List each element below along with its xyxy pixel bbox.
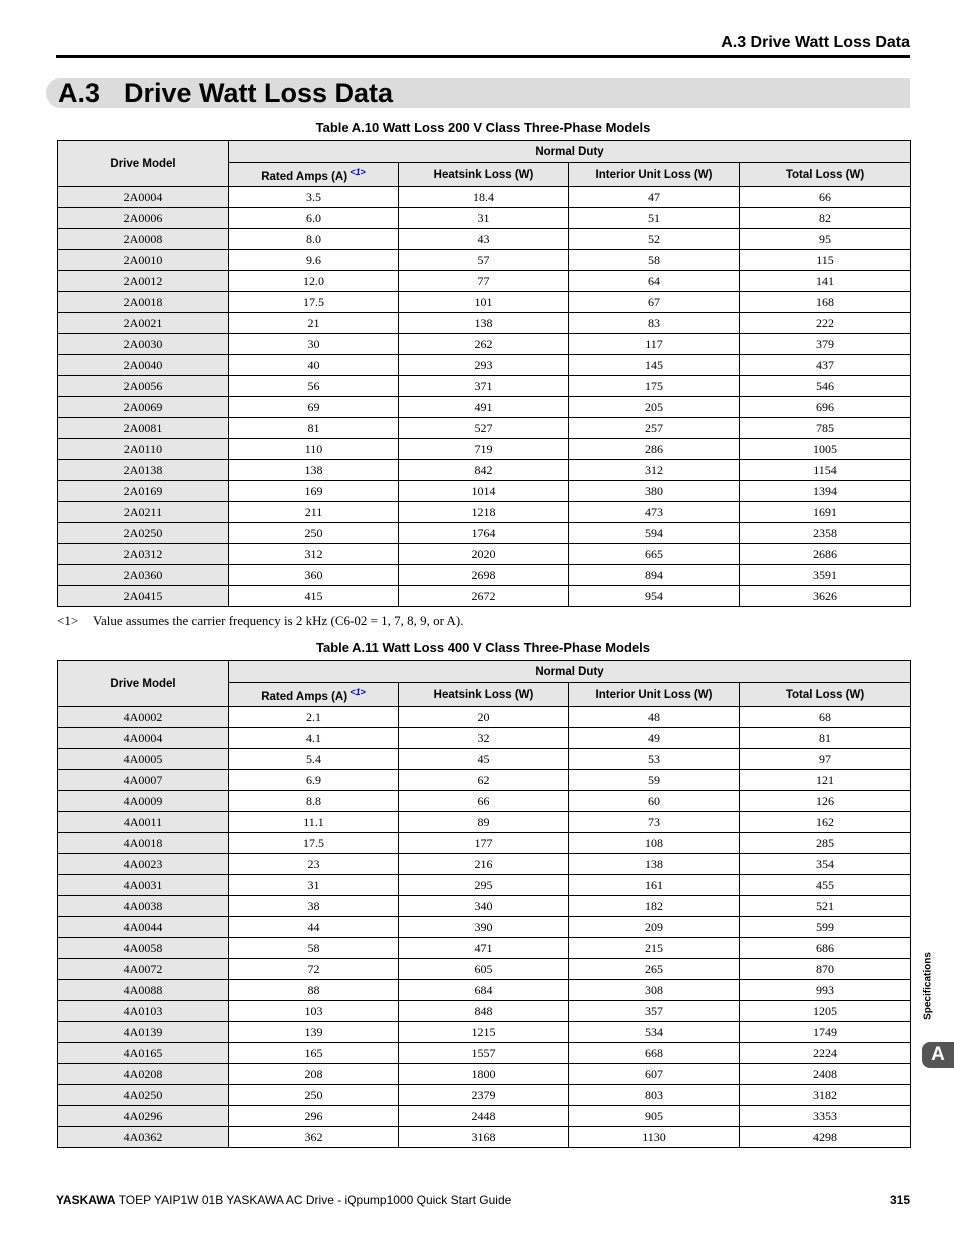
value-cell: 1800 — [399, 1064, 569, 1085]
value-cell: 668 — [569, 1043, 740, 1064]
value-cell: 803 — [569, 1085, 740, 1106]
col-heatsink-loss: Heatsink Loss (W) — [399, 163, 569, 187]
value-cell: 12.0 — [229, 271, 399, 292]
value-cell: 285 — [740, 833, 911, 854]
drive-model-cell: 2A0081 — [58, 418, 229, 439]
value-cell: 1764 — [399, 523, 569, 544]
value-cell: 1557 — [399, 1043, 569, 1064]
col-interior-loss: Interior Unit Loss (W) — [569, 163, 740, 187]
value-cell: 58 — [229, 938, 399, 959]
footnote — [57, 613, 464, 629]
value-cell: 53 — [569, 749, 740, 770]
drive-model-cell: 2A0069 — [58, 397, 229, 418]
drive-model-cell: 2A0008 — [58, 229, 229, 250]
value-cell: 842 — [399, 460, 569, 481]
table-row — [58, 728, 911, 749]
value-cell: 31 — [399, 208, 569, 229]
value-cell: 18.4 — [399, 187, 569, 208]
value-cell: 362 — [229, 1127, 399, 1148]
value-cell: 31 — [229, 875, 399, 896]
table-row — [58, 707, 911, 728]
value-cell: 5.4 — [229, 749, 399, 770]
value-cell: 993 — [740, 980, 911, 1001]
drive-model-cell: 2A0056 — [58, 376, 229, 397]
value-cell: 2020 — [399, 544, 569, 565]
drive-model-cell: 2A0138 — [58, 460, 229, 481]
value-cell: 165 — [229, 1043, 399, 1064]
value-cell: 3.5 — [229, 187, 399, 208]
value-cell: 473 — [569, 502, 740, 523]
table-row — [58, 1127, 911, 1148]
value-cell: 491 — [399, 397, 569, 418]
drive-model-cell: 4A0103 — [58, 1001, 229, 1022]
drive-model-cell: 4A0044 — [58, 917, 229, 938]
value-cell: 88 — [229, 980, 399, 1001]
value-cell: 95 — [740, 229, 911, 250]
table-400v-caption: Table A.11 Watt Loss 400 V Class Three-Phase Models — [315, 640, 651, 655]
value-cell: 222 — [740, 313, 911, 334]
value-cell: 9.6 — [229, 250, 399, 271]
value-cell: 357 — [569, 1001, 740, 1022]
value-cell: 97 — [740, 749, 911, 770]
drive-model-cell: 2A0250 — [58, 523, 229, 544]
value-cell: 250 — [229, 1085, 399, 1106]
value-cell: 81 — [740, 728, 911, 749]
value-cell: 103 — [229, 1001, 399, 1022]
drive-model-cell: 4A0208 — [58, 1064, 229, 1085]
value-cell: 115 — [740, 250, 911, 271]
drive-model-cell: 4A0165 — [58, 1043, 229, 1064]
value-cell: 58 — [569, 250, 740, 271]
value-cell: 175 — [569, 376, 740, 397]
value-cell: 415 — [229, 586, 399, 607]
value-cell: 1005 — [740, 439, 911, 460]
value-cell: 82 — [740, 208, 911, 229]
table-row — [58, 460, 911, 481]
value-cell: 182 — [569, 896, 740, 917]
table-row — [58, 791, 911, 812]
drive-model-cell: 4A0018 — [58, 833, 229, 854]
col-total-loss: Total Loss (W) — [740, 163, 911, 187]
value-cell: 138 — [399, 313, 569, 334]
value-cell: 2672 — [399, 586, 569, 607]
value-cell: 371 — [399, 376, 569, 397]
value-cell: 1691 — [740, 502, 911, 523]
table-row — [58, 875, 911, 896]
value-cell: 1218 — [399, 502, 569, 523]
value-cell: 1394 — [740, 481, 911, 502]
col-interior-loss: Interior Unit Loss (W) — [569, 683, 740, 707]
value-cell: 296 — [229, 1106, 399, 1127]
value-cell: 605 — [399, 959, 569, 980]
table-200v-caption: Table A.10 Watt Loss 200 V Class Three-Phase Models — [315, 120, 651, 135]
value-cell: 17.5 — [229, 292, 399, 313]
footer-brand: YASKAWA — [56, 1193, 116, 1207]
value-cell: 23 — [229, 854, 399, 875]
drive-model-cell: 2A0030 — [58, 334, 229, 355]
drive-model-cell: 4A0011 — [58, 812, 229, 833]
running-header: A.3 Drive Watt Loss Data — [56, 33, 910, 58]
drive-model-cell: 4A0023 — [58, 854, 229, 875]
drive-model-cell: 2A0211 — [58, 502, 229, 523]
value-cell: 209 — [569, 917, 740, 938]
value-cell: 594 — [569, 523, 740, 544]
value-cell: 49 — [569, 728, 740, 749]
value-cell: 216 — [399, 854, 569, 875]
value-cell: 162 — [740, 812, 911, 833]
value-cell: 696 — [740, 397, 911, 418]
table-row — [58, 896, 911, 917]
col-group-normal-duty: Normal Duty — [229, 661, 911, 683]
value-cell: 72 — [229, 959, 399, 980]
drive-model-cell: 2A0010 — [58, 250, 229, 271]
value-cell: 40 — [229, 355, 399, 376]
value-cell: 308 — [569, 980, 740, 1001]
value-cell: 390 — [399, 917, 569, 938]
value-cell: 954 — [569, 586, 740, 607]
value-cell: 68 — [740, 707, 911, 728]
page-footer — [56, 1191, 910, 1209]
value-cell: 177 — [399, 833, 569, 854]
table-row — [58, 917, 911, 938]
value-cell: 312 — [229, 544, 399, 565]
table-row — [58, 523, 911, 544]
drive-model-cell: 4A0362 — [58, 1127, 229, 1148]
value-cell: 1154 — [740, 460, 911, 481]
value-cell: 32 — [399, 728, 569, 749]
table-row — [58, 1106, 911, 1127]
value-cell: 2408 — [740, 1064, 911, 1085]
table-row — [58, 334, 911, 355]
col-rated-amps-label: Rated Amps (A) — [261, 690, 348, 703]
value-cell: 57 — [399, 250, 569, 271]
col-heatsink-loss: Heatsink Loss (W) — [399, 683, 569, 707]
value-cell: 205 — [569, 397, 740, 418]
drive-model-cell: 2A0110 — [58, 439, 229, 460]
value-cell: 380 — [569, 481, 740, 502]
table-400v-body — [58, 707, 911, 1148]
table-row — [58, 481, 911, 502]
footer-text: TOEP YAIP1W 01B YASKAWA AC Drive - iQpump1000 Quick Start Guide — [115, 1193, 512, 1207]
table-row — [58, 833, 911, 854]
value-cell: 30 — [229, 334, 399, 355]
value-cell: 21 — [229, 313, 399, 334]
value-cell: 534 — [569, 1022, 740, 1043]
drive-model-cell: 4A0088 — [58, 980, 229, 1001]
value-cell: 60 — [569, 791, 740, 812]
table-row — [58, 1022, 911, 1043]
drive-model-cell: 4A0031 — [58, 875, 229, 896]
value-cell: 145 — [569, 355, 740, 376]
value-cell: 894 — [569, 565, 740, 586]
value-cell: 169 — [229, 481, 399, 502]
value-cell: 684 — [399, 980, 569, 1001]
table-row — [58, 250, 911, 271]
value-cell: 527 — [399, 418, 569, 439]
value-cell: 546 — [740, 376, 911, 397]
drive-model-cell: 2A0004 — [58, 187, 229, 208]
table-row — [58, 544, 911, 565]
col-group-normal-duty: Normal Duty — [229, 141, 911, 163]
value-cell: 73 — [569, 812, 740, 833]
table-200v — [57, 140, 911, 607]
value-cell: 48 — [569, 707, 740, 728]
value-cell: 257 — [569, 418, 740, 439]
value-cell: 67 — [569, 292, 740, 313]
value-cell: 3182 — [740, 1085, 911, 1106]
table-row — [58, 313, 911, 334]
drive-model-cell: 4A0002 — [58, 707, 229, 728]
drive-model-cell: 4A0004 — [58, 728, 229, 749]
value-cell: 121 — [740, 770, 911, 791]
value-cell: 6.9 — [229, 770, 399, 791]
table-row — [58, 418, 911, 439]
side-section-label — [915, 946, 941, 1026]
value-cell: 11.1 — [229, 812, 399, 833]
side-section-label-text: Specifications — [922, 952, 934, 1020]
table-row — [58, 812, 911, 833]
table-row — [58, 355, 911, 376]
value-cell: 77 — [399, 271, 569, 292]
value-cell: 64 — [569, 271, 740, 292]
drive-model-cell: 4A0058 — [58, 938, 229, 959]
value-cell: 2224 — [740, 1043, 911, 1064]
value-cell: 2686 — [740, 544, 911, 565]
section-heading — [46, 78, 910, 108]
drive-model-cell: 2A0018 — [58, 292, 229, 313]
value-cell: 81 — [229, 418, 399, 439]
drive-model-cell: 2A0360 — [58, 565, 229, 586]
value-cell: 471 — [399, 938, 569, 959]
table-row — [58, 565, 911, 586]
value-cell: 59 — [569, 770, 740, 791]
appendix-tab[interactable]: A — [922, 1042, 954, 1068]
drive-model-cell: 4A0250 — [58, 1085, 229, 1106]
value-cell: 360 — [229, 565, 399, 586]
table-row — [58, 938, 911, 959]
value-cell: 47 — [569, 187, 740, 208]
value-cell: 379 — [740, 334, 911, 355]
col-drive-model: Drive Model — [58, 141, 229, 187]
drive-model-cell: 4A0005 — [58, 749, 229, 770]
value-cell: 211 — [229, 502, 399, 523]
drive-model-cell: 2A0006 — [58, 208, 229, 229]
value-cell: 161 — [569, 875, 740, 896]
table-row — [58, 229, 911, 250]
value-cell: 437 — [740, 355, 911, 376]
footnote-ref-link[interactable]: <1> — [350, 686, 366, 697]
value-cell: 215 — [569, 938, 740, 959]
footnote-tag: <1> — [57, 613, 79, 628]
value-cell: 1749 — [740, 1022, 911, 1043]
value-cell: 83 — [569, 313, 740, 334]
value-cell: 38 — [229, 896, 399, 917]
value-cell: 262 — [399, 334, 569, 355]
value-cell: 66 — [399, 791, 569, 812]
value-cell: 20 — [399, 707, 569, 728]
col-drive-model: Drive Model — [58, 661, 229, 707]
value-cell: 785 — [740, 418, 911, 439]
value-cell: 4298 — [740, 1127, 911, 1148]
value-cell: 607 — [569, 1064, 740, 1085]
col-rated-amps — [229, 683, 399, 707]
table-row — [58, 854, 911, 875]
value-cell: 4.1 — [229, 728, 399, 749]
value-cell: 62 — [399, 770, 569, 791]
value-cell: 45 — [399, 749, 569, 770]
value-cell: 52 — [569, 229, 740, 250]
value-cell: 2379 — [399, 1085, 569, 1106]
value-cell: 665 — [569, 544, 740, 565]
drive-model-cell: 4A0072 — [58, 959, 229, 980]
value-cell: 43 — [399, 229, 569, 250]
value-cell: 521 — [740, 896, 911, 917]
drive-model-cell: 4A0038 — [58, 896, 229, 917]
drive-model-cell: 2A0021 — [58, 313, 229, 334]
table-row — [58, 502, 911, 523]
footnote-text: Value assumes the carrier frequency is 2 kHz (C6-02 = 1, 7, 8, 9, or A). — [93, 613, 464, 628]
table-row — [58, 770, 911, 791]
value-cell: 848 — [399, 1001, 569, 1022]
value-cell: 44 — [229, 917, 399, 938]
table-row — [58, 1064, 911, 1085]
value-cell: 719 — [399, 439, 569, 460]
table-row — [58, 292, 911, 313]
section-title: Drive Watt Loss Data — [124, 78, 394, 108]
drive-model-cell: 2A0012 — [58, 271, 229, 292]
col-total-loss: Total Loss (W) — [740, 683, 911, 707]
value-cell: 6.0 — [229, 208, 399, 229]
table-row — [58, 980, 911, 1001]
value-cell: 2358 — [740, 523, 911, 544]
value-cell: 108 — [569, 833, 740, 854]
table-200v-body — [58, 187, 911, 607]
value-cell: 101 — [399, 292, 569, 313]
drive-model-cell: 4A0296 — [58, 1106, 229, 1127]
value-cell: 17.5 — [229, 833, 399, 854]
drive-model-cell: 2A0312 — [58, 544, 229, 565]
value-cell: 905 — [569, 1106, 740, 1127]
drive-model-cell: 4A0139 — [58, 1022, 229, 1043]
value-cell: 2448 — [399, 1106, 569, 1127]
value-cell: 66 — [740, 187, 911, 208]
value-cell: 168 — [740, 292, 911, 313]
value-cell: 3591 — [740, 565, 911, 586]
value-cell: 286 — [569, 439, 740, 460]
value-cell: 138 — [569, 854, 740, 875]
value-cell: 1014 — [399, 481, 569, 502]
value-cell: 3168 — [399, 1127, 569, 1148]
value-cell: 117 — [569, 334, 740, 355]
drive-model-cell: 4A0007 — [58, 770, 229, 791]
value-cell: 89 — [399, 812, 569, 833]
value-cell: 8.0 — [229, 229, 399, 250]
value-cell: 2698 — [399, 565, 569, 586]
value-cell: 138 — [229, 460, 399, 481]
drive-model-cell: 2A0169 — [58, 481, 229, 502]
drive-model-cell: 4A0009 — [58, 791, 229, 812]
value-cell: 599 — [740, 917, 911, 938]
value-cell: 312 — [569, 460, 740, 481]
value-cell: 141 — [740, 271, 911, 292]
drive-model-cell: 2A0415 — [58, 586, 229, 607]
col-rated-amps-label: Rated Amps (A) — [261, 170, 348, 183]
value-cell: 3353 — [740, 1106, 911, 1127]
value-cell: 69 — [229, 397, 399, 418]
value-cell: 870 — [740, 959, 911, 980]
value-cell: 139 — [229, 1022, 399, 1043]
table-row — [58, 187, 911, 208]
value-cell: 1205 — [740, 1001, 911, 1022]
value-cell: 8.8 — [229, 791, 399, 812]
value-cell: 110 — [229, 439, 399, 460]
value-cell: 2.1 — [229, 707, 399, 728]
drive-model-cell: 2A0040 — [58, 355, 229, 376]
table-row — [58, 439, 911, 460]
value-cell: 51 — [569, 208, 740, 229]
value-cell: 208 — [229, 1064, 399, 1085]
value-cell: 1130 — [569, 1127, 740, 1148]
value-cell: 250 — [229, 523, 399, 544]
table-row — [58, 271, 911, 292]
table-row — [58, 397, 911, 418]
section-number: A.3 — [58, 78, 101, 108]
footnote-ref-link[interactable]: <1> — [350, 166, 366, 177]
table-row — [58, 1001, 911, 1022]
value-cell: 354 — [740, 854, 911, 875]
table-row — [58, 376, 911, 397]
value-cell: 126 — [740, 791, 911, 812]
value-cell: 295 — [399, 875, 569, 896]
table-row — [58, 208, 911, 229]
col-rated-amps — [229, 163, 399, 187]
page-number: 315 — [889, 1193, 910, 1207]
table-row — [58, 749, 911, 770]
table-row — [58, 586, 911, 607]
value-cell: 293 — [399, 355, 569, 376]
value-cell: 686 — [740, 938, 911, 959]
table-400v — [57, 660, 911, 1148]
value-cell: 455 — [740, 875, 911, 896]
value-cell: 265 — [569, 959, 740, 980]
table-row — [58, 1043, 911, 1064]
table-row — [58, 959, 911, 980]
value-cell: 3626 — [740, 586, 911, 607]
value-cell: 340 — [399, 896, 569, 917]
value-cell: 56 — [229, 376, 399, 397]
table-row — [58, 1085, 911, 1106]
value-cell: 1215 — [399, 1022, 569, 1043]
